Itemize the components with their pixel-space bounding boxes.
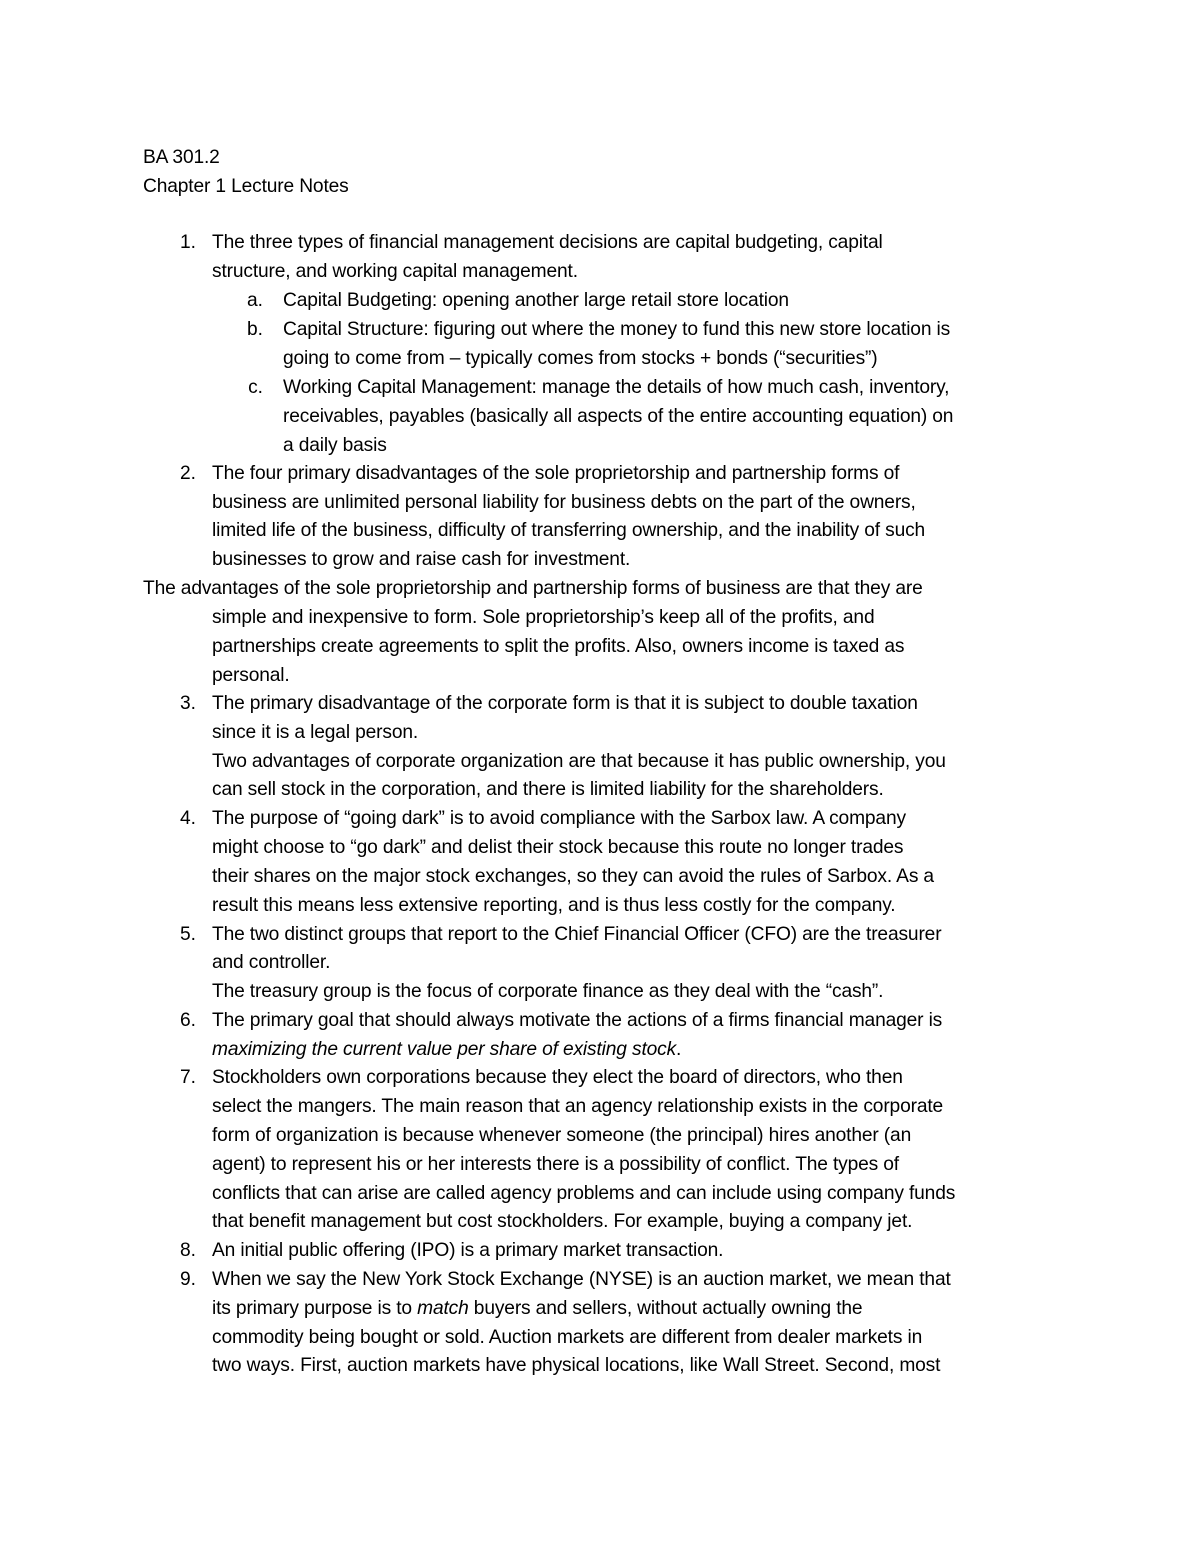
item-number-7: 7.: [179, 1067, 196, 1088]
item-number-1: 1.: [179, 232, 196, 253]
item-7-line: select the mangers. The main reason that an agency relationship exists in the corporate: [212, 1096, 944, 1117]
item-2-line: businesses to grow and raise cash for investment.: [212, 549, 631, 570]
item-7-line: form of organization is because whenever someone (the principal) hires another (an: [212, 1125, 912, 1146]
item-number-2: 2.: [179, 463, 196, 484]
item-4-line: their shares on the major stock exchanges, so they can avoid the rules of Sarbox. As a: [212, 866, 934, 887]
subitem-marker-b: b.: [246, 319, 263, 340]
item-4-line: The purpose of “going dark” is to avoid compliance with the Sarbox law. A company: [212, 808, 906, 829]
item-9-line: commodity being bought or sold. Auction markets are different from dealer markets in: [212, 1327, 923, 1348]
item-number-8: 8.: [179, 1240, 196, 1261]
advantages-paragraph-line: partnerships create agreements to split the profits. Also, owners income is taxed as: [212, 636, 905, 657]
item-3-line: since it is a legal person.: [212, 722, 419, 743]
item-4-line: might choose to “go dark” and delist their stock because this route no longer trades: [212, 837, 904, 858]
item-9-line: [212, 1295, 862, 1323]
item-2-line: business are unlimited personal liability for business debts on the part of the owners,: [212, 492, 916, 513]
item-number-9: 9.: [179, 1269, 196, 1290]
subitem-b-line: going to come from – typically comes from stocks + bonds (“securities”): [283, 348, 878, 369]
item-7-line: conflicts that can arise are called agency problems and can include using company funds: [212, 1183, 956, 1204]
item-2-line: limited life of the business, difficulty of transferring ownership, and the inability of such: [212, 520, 926, 541]
item-3-line: can sell stock in the corporation, and there is limited liability for the shareholders.: [212, 779, 884, 800]
item-number-3: 3.: [179, 693, 196, 714]
item-6-line: [212, 1036, 681, 1064]
item-7-line: agent) to represent his or her interests there is a possibility of conflict. The types of: [212, 1154, 899, 1175]
item-number-5: 5.: [179, 924, 196, 945]
emphasis-text: maximizing the current value per share of existing stock: [212, 1039, 677, 1060]
item-7-line: that benefit management but cost stockholders. For example, buying a company jet.: [212, 1211, 913, 1232]
item-4-line: result this means less extensive reporting, and is thus less costly for the company.: [212, 895, 896, 916]
subitem-marker-c: c.: [248, 377, 263, 398]
item-9-line: When we say the New York Stock Exchange (NYSE) is an auction market, we mean that: [212, 1269, 951, 1290]
subitem-marker-a: a.: [246, 290, 263, 311]
text-segment: its primary purpose is to: [212, 1298, 418, 1319]
item-1-line: The three types of financial management decisions are capital budgeting, capital: [212, 232, 883, 253]
item-8-line: An initial public offering (IPO) is a primary market transaction.: [212, 1240, 724, 1261]
course-code: BA 301.2: [143, 147, 220, 168]
advantages-paragraph-line: The advantages of the sole proprietorship and partnership forms of business are that they are: [143, 578, 923, 599]
item-5-line: and controller.: [212, 952, 331, 973]
advantages-paragraph-line: simple and inexpensive to form. Sole proprietorship’s keep all of the profits, and: [212, 607, 875, 628]
page-title: Chapter 1 Lecture Notes: [143, 176, 349, 197]
item-5-line: The treasury group is the focus of corporate finance as they deal with the “cash”.: [212, 981, 884, 1002]
period: .: [676, 1039, 682, 1060]
text-segment: buyers and sellers, without actually owning the: [468, 1298, 863, 1319]
item-number-6: 6.: [179, 1010, 196, 1031]
item-1-line: structure, and working capital management.: [212, 261, 578, 282]
item-2-line: The four primary disadvantages of the sole proprietorship and partnership forms of: [212, 463, 900, 484]
advantages-paragraph-line: personal.: [212, 665, 290, 686]
item-number-4: 4.: [179, 808, 196, 829]
subitem-b-line: Capital Structure: figuring out where the money to fund this new store location is: [283, 319, 951, 340]
item-3-line: The primary disadvantage of the corporate form is that it is subject to double taxation: [212, 693, 918, 714]
subitem-c-line: a daily basis: [283, 435, 387, 456]
subitem-c-line: receivables, payables (basically all aspects of the entire accounting equation) on: [283, 406, 954, 427]
item-3-line: Two advantages of corporate organization are that because it has public ownership, you: [212, 751, 946, 772]
emphasis-text: match: [417, 1298, 469, 1319]
subitem-a-line: Capital Budgeting: opening another large retail store location: [283, 290, 789, 311]
item-7-line: Stockholders own corporations because they elect the board of directors, who then: [212, 1067, 903, 1088]
item-5-line: The two distinct groups that report to the Chief Financial Officer (CFO) are the treasurer: [212, 924, 942, 945]
subitem-c-line: Working Capital Management: manage the details of how much cash, inventory,: [283, 377, 950, 398]
item-9-line: two ways. First, auction markets have physical locations, like Wall Street. Second, most: [212, 1355, 941, 1376]
item-6-line: The primary goal that should always motivate the actions of a firms financial manager is: [212, 1010, 943, 1031]
